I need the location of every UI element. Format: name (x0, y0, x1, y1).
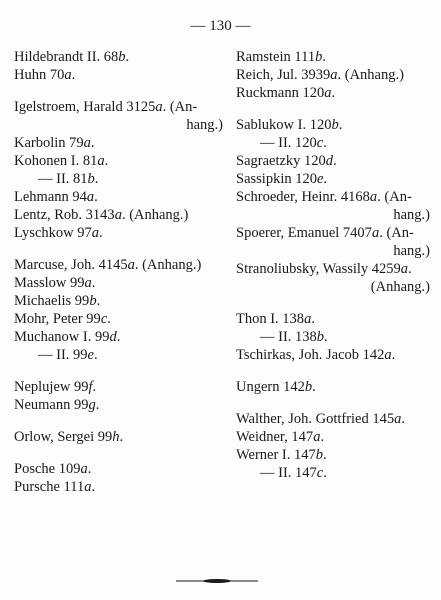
index-entry (236, 206, 436, 224)
entry-text: Werner I. 147 (236, 447, 316, 463)
entry-tail: . (125, 49, 130, 65)
entry-ref-letter: b (89, 293, 97, 309)
index-entry (236, 310, 436, 328)
entry-ref-letter: b (315, 49, 323, 65)
index-entry (14, 48, 229, 66)
entry-text: Weidner, 147 (236, 429, 314, 445)
index-entry (14, 98, 229, 116)
entry-tail: . (94, 189, 98, 205)
entry-tail: . (323, 171, 328, 187)
entry-text: Muchanow I. 99 (14, 329, 110, 345)
index-entry (14, 274, 229, 292)
entry-text: Igelstroem, Harald 3125 (14, 99, 156, 115)
index-entry (14, 134, 229, 152)
index-entry (236, 278, 436, 296)
entry-ref-letter: a (127, 257, 135, 273)
entry-ref-letter: a (84, 275, 92, 291)
index-column-left (14, 48, 229, 496)
entry-tail: . (311, 311, 315, 327)
entry-ref-letter: a (155, 99, 163, 115)
index-entry (236, 446, 436, 464)
entry-text: Orlow, Sergei 99 (14, 429, 113, 445)
entry-ref-letter: b (304, 379, 313, 395)
entry-tail: . (119, 429, 124, 445)
entry-ref-letter: h (112, 429, 120, 445)
entry-tail: . (391, 347, 396, 363)
entry-ref-letter: a (313, 429, 321, 445)
entry-tail: . (An- (377, 189, 412, 205)
index-entry (14, 206, 229, 224)
entry-text: Karbolin 79 (14, 135, 84, 151)
index-entry (14, 396, 229, 414)
entry-ref-letter: b (118, 49, 126, 65)
entry-text: Sablukow I. 120 (236, 117, 332, 133)
index-column-right (236, 48, 436, 482)
entry-ref-letter: a (304, 311, 312, 327)
entry-ref-letter: f (88, 379, 93, 395)
index-entry (14, 152, 229, 170)
entry-ref-letter: c (100, 311, 108, 327)
entry-ref-letter: b (331, 117, 339, 133)
entry-text: Schroeder, Heinr. 4168 (236, 189, 370, 205)
entry-text: Ruckmann 120 (236, 85, 325, 101)
index-entry (14, 256, 229, 274)
entry-tail: . (338, 117, 343, 133)
entry-ref-letter: a (400, 261, 409, 277)
index-entry (236, 170, 436, 188)
index-entry (236, 224, 436, 242)
entry-tail: . (323, 447, 327, 463)
index-entry (236, 66, 436, 84)
entry-text: Huhn 70 (14, 67, 65, 83)
entry-tail: . (331, 85, 336, 101)
entry-text: — II. 120 (260, 135, 317, 151)
index-entry (236, 134, 436, 152)
entry-ref-letter: a (324, 85, 332, 101)
entry-text: Hildebrandt II. 68 (14, 49, 119, 65)
entry-ref-letter: a (86, 189, 95, 205)
index-entry (236, 346, 436, 364)
entry-text: — II. 147 (260, 465, 317, 481)
entry-text: Ramstein 111 (236, 49, 316, 65)
entry-ref-letter: b (87, 171, 95, 187)
entry-text: Michaelis 99 (14, 293, 90, 309)
index-entry (236, 116, 436, 134)
index-entry (14, 460, 229, 478)
entry-ref-letter: a (330, 67, 338, 83)
entry-text: Posche 109 (14, 461, 81, 477)
entry-ref-letter: a (97, 153, 105, 169)
entry-tail: . (Anhang.) (337, 67, 404, 83)
page-number: — 130 — (190, 18, 251, 34)
index-entry (14, 428, 229, 446)
entry-text: Neplujew 99 (14, 379, 89, 395)
index-entry (14, 310, 229, 328)
entry-text: Tschirkas, Joh. Jacob 142 (236, 347, 385, 363)
entry-ref-letter: b (316, 329, 325, 345)
entry-ref-letter: c (316, 465, 324, 481)
entry-tail: . (107, 311, 111, 327)
entry-tail: . (324, 329, 328, 345)
entry-text: Stranoliubsky, Wassily 4259 (236, 261, 401, 277)
index-entry (14, 188, 229, 206)
entry-text: Mohr, Peter 99 (14, 311, 101, 327)
index-entry (14, 328, 229, 346)
entry-ref-letter: d (325, 153, 334, 169)
entry-text: Kohonen I. 81 (14, 153, 98, 169)
index-entry (14, 224, 229, 242)
entry-tail: . (333, 153, 337, 169)
closing-ornament (176, 578, 258, 584)
entry-text: Spoerer, Emanuel 7407 (236, 225, 372, 241)
index-entry (236, 242, 436, 260)
entry-text: hang.) (393, 207, 430, 223)
index-entry (14, 66, 229, 84)
entry-text: hang.) (186, 117, 223, 133)
entry-text: Masslow 99 (14, 275, 85, 291)
index-entry (236, 152, 436, 170)
entry-ref-letter: a (83, 135, 91, 151)
entry-text: Sassipkin 120 (236, 171, 317, 187)
entry-text: hang.) (393, 243, 430, 259)
index-entry (236, 48, 436, 66)
entry-tail: . (401, 411, 405, 427)
index-entry (236, 410, 436, 428)
entry-tail: . (93, 347, 98, 363)
entry-ref-letter: e (316, 171, 324, 187)
entry-text: Neumann 99 (14, 397, 89, 413)
entry-tail: . (116, 329, 121, 345)
index-entry (236, 378, 436, 396)
entry-ref-letter: a (64, 67, 72, 83)
entry-tail: . (322, 49, 326, 65)
index-entry (14, 378, 229, 396)
entry-tail: . (Anhang.) (134, 257, 202, 273)
entry-ref-letter: b (315, 447, 324, 463)
entry-text: Marcuse, Joh. 4145 (14, 257, 128, 273)
entry-ref-letter: a (369, 189, 378, 205)
entry-tail: . (323, 135, 327, 151)
entry-text: Lyschkow 97 (14, 225, 92, 241)
entry-text: Lentz, Rob. 3143 (14, 207, 115, 223)
entry-tail: . (95, 397, 100, 413)
entry-tail: . (94, 171, 99, 187)
entry-tail: . (An- (162, 99, 198, 115)
index-entry (236, 84, 436, 102)
entry-text: Pursche 111 (14, 479, 85, 495)
index-entry (14, 116, 229, 134)
entry-tail: . (Anhang.) (121, 207, 189, 223)
index-entry (236, 428, 436, 446)
index-entry (236, 188, 436, 206)
entry-text: Ungern 142 (236, 379, 305, 395)
entry-tail: . (320, 429, 325, 445)
entry-ref-letter: e (87, 347, 94, 363)
entry-tail: . (96, 293, 101, 309)
index-entry (14, 346, 229, 364)
entry-text: — II. 138 (260, 329, 317, 345)
entry-tail: . (323, 465, 327, 481)
entry-text: Walther, Joh. Gottfried 145 (236, 411, 395, 427)
entry-text: Lehmann 94 (14, 189, 87, 205)
index-entry (236, 464, 436, 482)
entry-tail: . (104, 153, 109, 169)
entry-text: Thon I. 138 (236, 311, 305, 327)
entry-text: (Anhang.) (370, 279, 430, 295)
entry-ref-letter: a (114, 207, 122, 223)
entry-tail: . (98, 225, 103, 241)
entry-tail: . (An- (379, 225, 414, 241)
entry-text: — II. 81 (38, 171, 88, 187)
entry-text: Sagraetzky 120 (236, 153, 326, 169)
entry-tail: . (91, 479, 96, 495)
index-entry (14, 170, 229, 188)
entry-tail: . (92, 379, 97, 395)
entry-ref-letter: c (316, 135, 324, 151)
entry-ref-letter: a (384, 347, 392, 363)
entry-tail: . (91, 275, 96, 291)
index-entry (14, 292, 229, 310)
entry-ref-letter: a (394, 411, 402, 427)
entry-ref-letter: a (84, 479, 92, 495)
index-entry (236, 260, 436, 278)
entry-tail: . (71, 67, 76, 83)
entry-ref-letter: a (80, 461, 88, 477)
entry-tail: . (408, 261, 412, 277)
entry-tail: . (312, 379, 316, 395)
entry-ref-letter: a (91, 225, 99, 241)
index-entry (14, 478, 229, 496)
entry-text: — II. 99 (38, 347, 88, 363)
entry-ref-letter: g (88, 397, 96, 413)
entry-text: Reich, Jul. 3939 (236, 67, 331, 83)
index-entry (236, 328, 436, 346)
entry-ref-letter: d (109, 329, 117, 345)
entry-tail: . (90, 135, 95, 151)
entry-tail: . (87, 461, 92, 477)
entry-ref-letter: a (371, 225, 380, 241)
